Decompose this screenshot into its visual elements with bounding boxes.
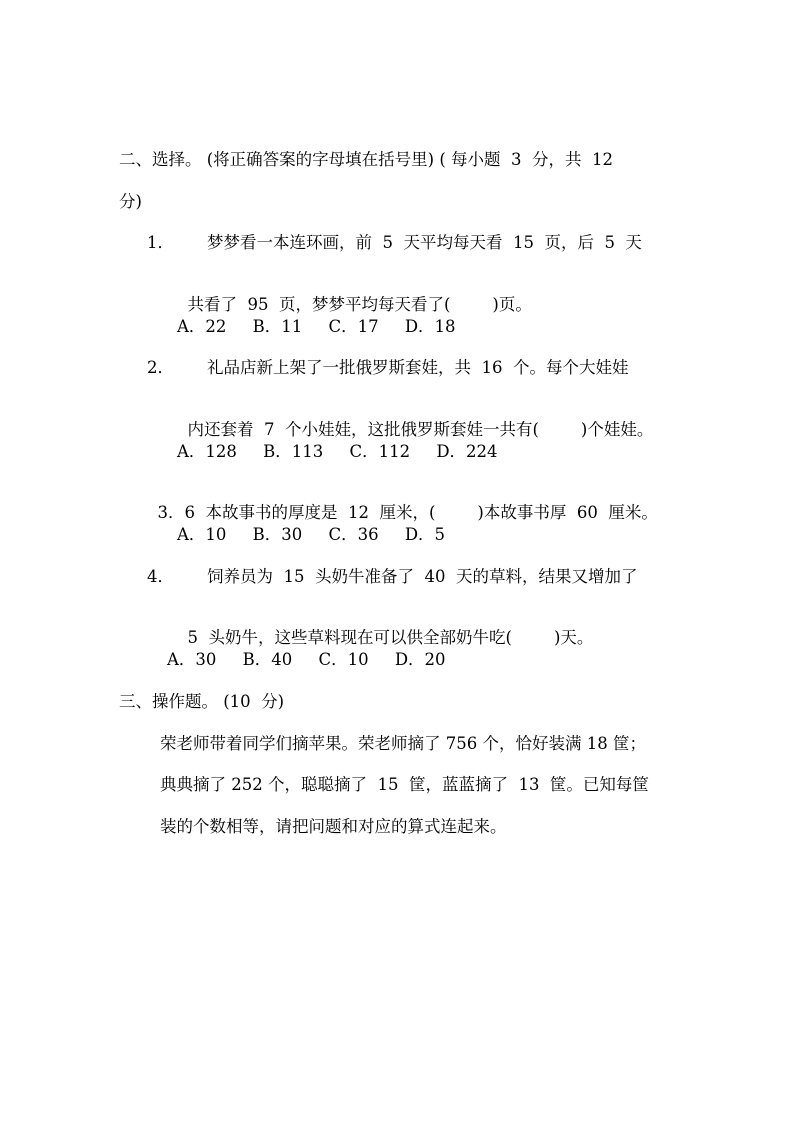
question-4-text: 饲养员为 15 头奶牛准备了 40 天的草料，结果又增加了 bbox=[207, 567, 638, 586]
section-3-paragraph-line-2: 典典摘了 252 个，聪聪摘了 15 筐，蓝蓝摘了 13 筐。已知每筐 bbox=[160, 775, 649, 794]
question-2-options: A．128 B．113 C．112 D．224 bbox=[177, 442, 498, 461]
question-4-options: A．30 B．40 C．10 D．20 bbox=[167, 650, 446, 669]
section-2-heading: 二、选择。 (将正确答案的字母填在括号里) ( 每小题 3 分，共 12 bbox=[119, 150, 614, 169]
question-2-text-b: )个娃娃。 bbox=[580, 420, 654, 439]
question-3-text-b: )本故事书厚 60 厘米。 bbox=[477, 503, 658, 522]
question-2-text-a: 内还套着 7 个小娃娃，这批俄罗斯套娃一共有( bbox=[187, 420, 539, 439]
question-2-text-cont bbox=[177, 400, 653, 440]
question-2-number: 2． bbox=[147, 358, 174, 377]
question-4-number: 4． bbox=[147, 567, 174, 586]
question-1-text-b: )页。 bbox=[492, 295, 532, 314]
question-4-text-b: )天。 bbox=[553, 628, 594, 647]
section-3-paragraph-line-1: 荣老师带着同学们摘苹果。荣老师摘了 756 个，恰好装满 18 筐； bbox=[160, 734, 646, 753]
question-3 bbox=[147, 483, 658, 523]
question-3-options: A．10 B．30 C．36 D．5 bbox=[177, 525, 446, 544]
question-1-text: 梦梦看一本连环画，前 5 天平均每天看 15 页，后 5 天 bbox=[207, 233, 642, 252]
question-1-number: 1． bbox=[147, 233, 174, 252]
question-2-text: 礼品店新上架了一批俄罗斯套娃，共 16 个。每个大娃娃 bbox=[207, 358, 629, 377]
section-3-paragraph-line-3: 装的个数相等，请把问题和对应的算式连起来。 bbox=[160, 817, 507, 836]
section-3-heading: 三、操作题。 (10 分) bbox=[119, 692, 285, 711]
question-3-number: 3． bbox=[157, 503, 185, 522]
section-2-heading-cont: 分) bbox=[119, 192, 142, 211]
question-1-text-cont bbox=[177, 275, 532, 315]
question-1-text-a: 共看了 95 页，梦梦平均每天看了( bbox=[187, 295, 451, 314]
question-3-text-a: 6 本故事书的厚度是 12 厘米，( bbox=[184, 503, 436, 522]
question-4-text-a: 5 头奶牛，这些草料现在可以供全部奶牛吃( bbox=[187, 628, 512, 647]
question-4-text-cont bbox=[177, 608, 593, 648]
question-1-options: A．22 B．11 C．17 D．18 bbox=[177, 317, 456, 336]
